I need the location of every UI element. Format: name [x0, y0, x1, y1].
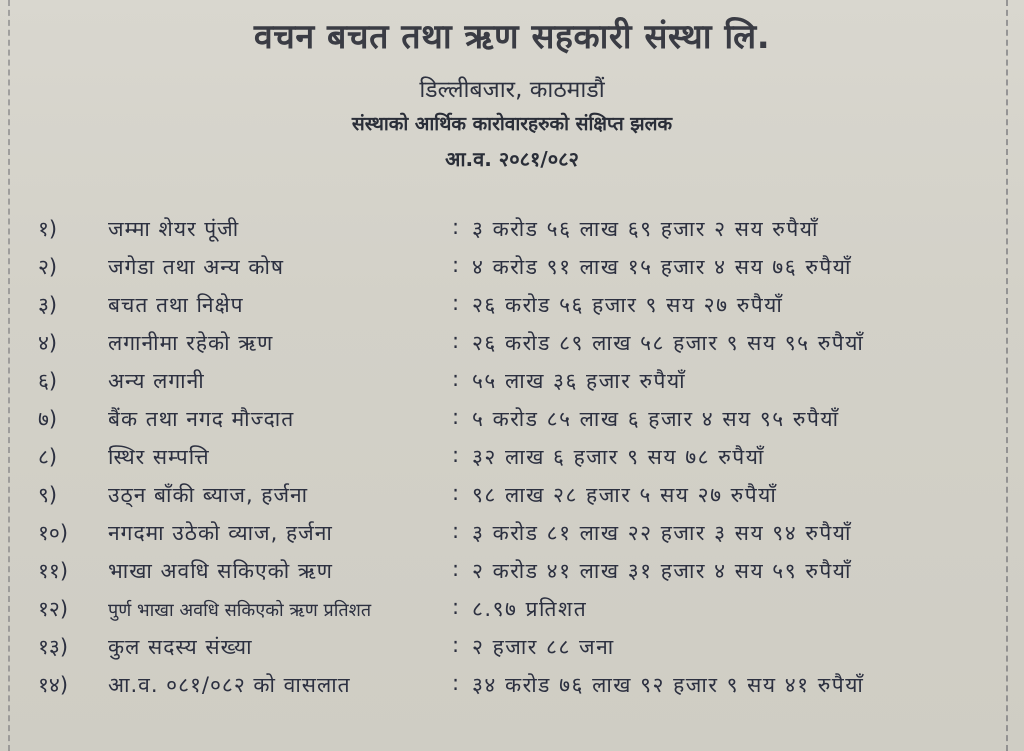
item-colon: :: [452, 329, 460, 353]
organization-title: वचन बचत तथा ऋण सहकारी संस्था लि.: [253, 17, 771, 57]
item-label: नगदमा उठेको व्याज, हर्जना: [108, 521, 333, 545]
item-label: स्थिर सम्पत्ति: [108, 445, 210, 469]
item-value: ३ करोड ५६ लाख ६९ हजार २ सय रुपैयाँ: [472, 217, 819, 241]
item-value: २ करोड ४१ लाख ३१ हजार ४ सय ५९ रुपैयाँ: [472, 559, 852, 583]
list-item: [0, 671, 1024, 707]
item-number: ८): [38, 445, 58, 469]
item-label: जम्मा शेयर पूंजी: [108, 217, 240, 241]
list-item: [0, 519, 1024, 555]
item-value: ४ करोड ९१ लाख १५ हजार ४ सय ७६ रुपैयाँ: [472, 255, 852, 279]
item-value: २६ करोड ५६ हजार ९ सय २७ रुपैयाँ: [472, 293, 784, 317]
item-value: ३ करोड ८१ लाख २२ हजार ३ सय ९४ रुपैयाँ: [472, 521, 852, 545]
item-colon: :: [452, 367, 460, 391]
list-item: [0, 253, 1024, 289]
fiscal-year: आ.व. २०८१/०८२: [445, 147, 579, 171]
item-colon: :: [452, 633, 460, 657]
item-colon: :: [452, 443, 460, 467]
item-number: २): [38, 255, 58, 279]
item-value: ३२ लाख ६ हजार ९ सय ७८ रुपैयाँ: [472, 445, 765, 469]
item-number: १२): [38, 597, 69, 621]
item-colon: :: [452, 253, 460, 277]
item-number: १३): [38, 635, 69, 659]
item-value: २ हजार ८८ जना: [472, 635, 615, 659]
item-number: १४): [38, 673, 69, 697]
item-number: ११): [38, 559, 69, 583]
item-number: १): [38, 217, 58, 241]
item-colon: :: [452, 405, 460, 429]
item-label: जगेडा तथा अन्य कोष: [108, 255, 285, 279]
item-label: बचत तथा निक्षेप: [108, 293, 244, 317]
list-item: [0, 215, 1024, 251]
item-label: आ.व. ०८१/०८२ को वासलात: [108, 673, 351, 697]
list-item: [0, 443, 1024, 479]
item-colon: :: [452, 215, 460, 239]
item-value: ९८ लाख २८ हजार ५ सय २७ रुपैयाँ: [472, 483, 778, 507]
organization-address: डिल्लीबजार, काठमाडौं: [419, 77, 605, 103]
item-value: ५ करोड ८५ लाख ६ हजार ४ सय ९५ रुपैयाँ: [472, 407, 840, 431]
item-number: ७): [38, 407, 58, 431]
list-item: [0, 557, 1024, 593]
item-label: लगानीमा रहेको ऋण: [108, 331, 274, 355]
list-item: [0, 367, 1024, 403]
item-colon: :: [452, 481, 460, 505]
list-item: [0, 329, 1024, 365]
list-item: [0, 595, 1024, 631]
item-number: ९): [38, 483, 58, 507]
item-value: २६ करोड ८९ लाख ५८ हजार ९ सय ९५ रुपैयाँ: [472, 331, 865, 355]
item-colon: :: [452, 519, 460, 543]
item-colon: :: [452, 671, 460, 695]
item-number: ३): [38, 293, 58, 317]
item-colon: :: [452, 557, 460, 581]
item-number: १०): [38, 521, 69, 545]
item-colon: :: [452, 291, 460, 315]
list-item: [0, 481, 1024, 517]
item-value: ८.९७ प्रतिशत: [472, 597, 588, 621]
item-label: उठ्न बाँकी ब्याज, हर्जना: [108, 483, 309, 507]
item-label: भाखा अवधि सकिएको ऋण: [108, 559, 333, 583]
item-label: अन्य लगानी: [108, 369, 205, 393]
list-item: [0, 633, 1024, 669]
item-label: पुर्ण भाखा अवधि सकिएको ऋण प्रतिशत: [108, 600, 372, 621]
item-value: ३४ करोड ७६ लाख ९२ हजार ९ सय ४१ रुपैयाँ: [472, 673, 865, 697]
item-number: ४): [38, 331, 58, 355]
item-number: ६): [38, 369, 58, 393]
item-label: कुल सदस्य संख्या: [108, 635, 253, 659]
item-value: ५५ लाख ३६ हजार रुपैयाँ: [472, 369, 687, 393]
summary-heading: संस्थाको आर्थिक कारोवारहरुको संक्षिप्त झलक: [351, 113, 673, 135]
item-colon: :: [452, 595, 460, 619]
item-label: बैंक तथा नगद मौज्दात: [108, 407, 295, 431]
list-item: [0, 405, 1024, 441]
list-item: [0, 291, 1024, 327]
